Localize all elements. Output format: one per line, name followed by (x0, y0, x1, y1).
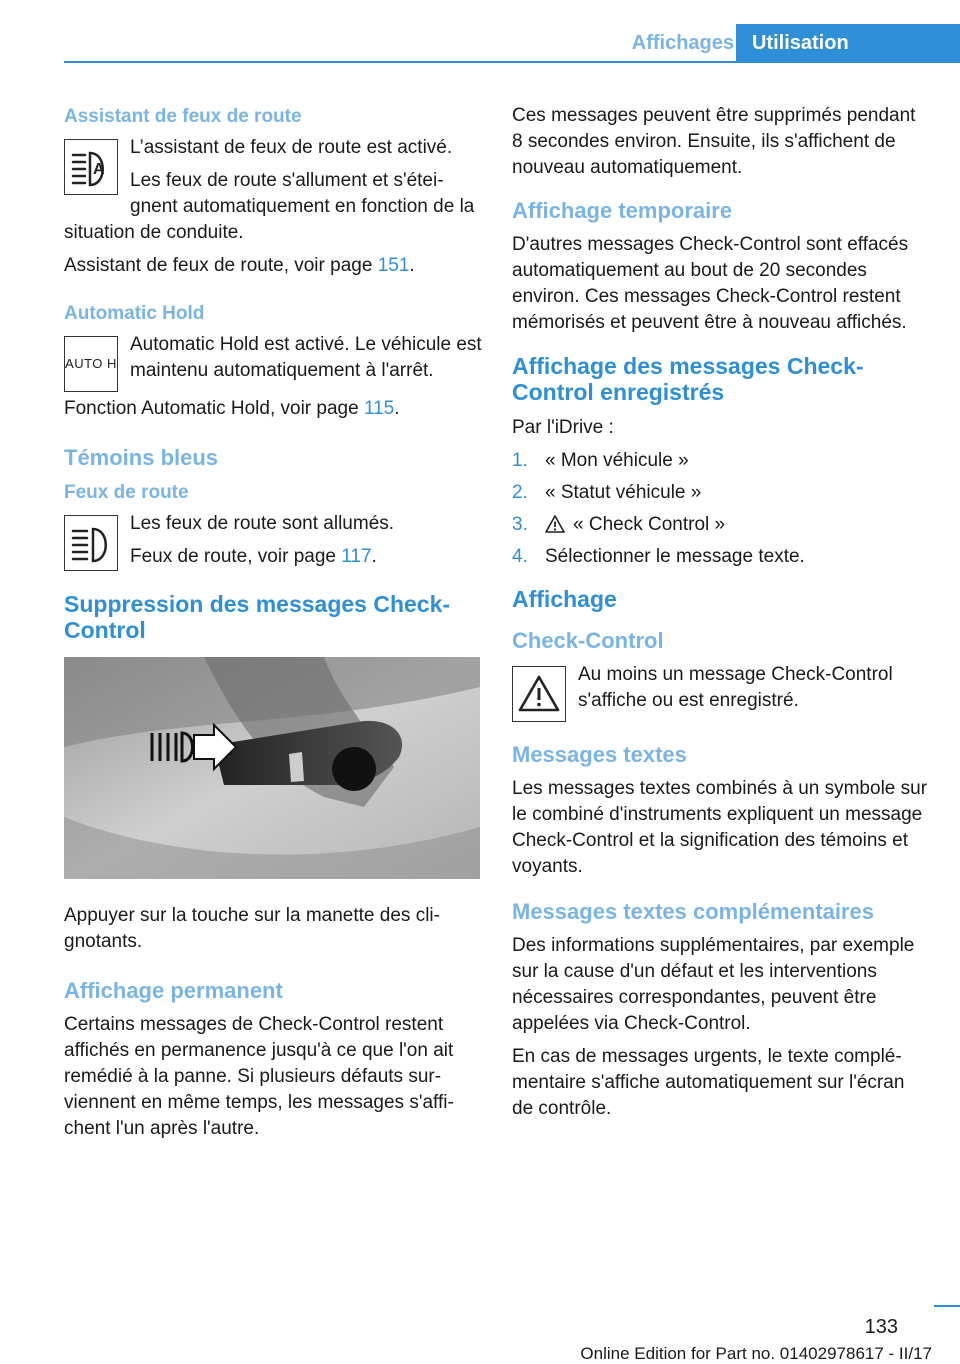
beam-status-text: Les feux de route sont allumés. (130, 513, 395, 534)
hba-page-link[interactable]: 151 (377, 255, 410, 276)
heading-suppress-messages: Suppression des messages Check-Control (64, 591, 451, 643)
header-rule (64, 61, 960, 63)
list-item: 3. « Check Control » (512, 514, 726, 535)
auto-hold-icon: AUTO H (64, 336, 118, 392)
list-item: 2. « Statut véhicule » (512, 480, 928, 506)
hba-status-text: L’assistant de feux de route est activé. (130, 137, 453, 158)
hold-reference: Fonction Automatic Hold, voir page 115. (64, 398, 400, 419)
heading-permanent-display: Affichage permanent (64, 978, 283, 1003)
hba-description-text: Les feux de route s'allument et s'éteignent automatiquement en fonction de la situation de conduite. (64, 170, 475, 243)
hold-page-link[interactable]: 115 (363, 398, 395, 419)
hba-reference: Assistant de feux de route, voir page 151. (64, 255, 415, 276)
high-beam-block (64, 511, 482, 577)
heading-display: Affichage (512, 586, 617, 612)
suppress-instruction-text: Appuyer sur la touche sur la manette des clignotants. (64, 905, 440, 952)
additional-messages-text: Des informations supplémentaires, par exemple sur la cause d'un défaut et les interventions nécessaires correspondantes, peuvent être appelées via Check-Control. (512, 935, 915, 1034)
check-control-block (512, 662, 928, 726)
menu-path-check-control: « Check Control » (573, 514, 726, 535)
heading-additional-text-messages: Messages textes complémentaires (512, 899, 874, 924)
suppress-duration-text: Ces messages peuvent être supprimés pendant 8 secondes environ. Ensuite, ils s'affichent de nouveau automatiquement. (512, 105, 916, 178)
heading-automatic-hold: Automatic Hold (64, 303, 205, 324)
temporary-display-text: D'autres messages Check-Control sont effacés automatiquement au bout de 20 secondes environ. Ces messages Check-Control restent mémorisés et peuvent être à nouveau affichés. (512, 234, 909, 333)
edition-footer: Online Edition for Part no. 01402978617 - II/17 (580, 1344, 932, 1363)
heading-temporary-display: Affichage temporaire (512, 198, 733, 223)
text-messages-text: Les messages textes combinés à un symbole sur le combiné d'instruments expliquent un message Check-Control et la signification des témoins et voyants. (512, 778, 928, 877)
select-text-message-step: Sélectionner le message texte. (545, 546, 805, 567)
beam-reference: Feux de route, voir page 117. (130, 546, 377, 567)
permanent-display-text: Certains messages de Check-Control restent affichés en permanence jusqu'à ce que l'on ait remédié à la panne. Si plusieurs défauts surviennent en même temps, les messages s'affichent l'un après l'autre. (64, 1014, 454, 1139)
heading-stored-messages: Affichage des messages Check-Control enregistrés (512, 353, 864, 405)
list-item: 4. Sélectionner le message texte. (512, 544, 928, 570)
heading-text-messages: Messages textes (512, 742, 687, 767)
high-beam-assistant-icon (64, 139, 118, 195)
right-column (512, 103, 928, 1129)
heading-check-control: Check-Control (512, 628, 664, 653)
left-column (64, 103, 482, 1149)
heading-high-beam-assistant: Assistant de feux de route (64, 106, 302, 127)
check-control-text: Au moins un message Check-Control s'affiche ou est enregistré. (578, 664, 893, 711)
automatic-hold-block (64, 332, 482, 396)
heading-blue-indicators: Témoins bleus (64, 445, 219, 470)
check-control-warning-icon (512, 666, 566, 722)
turn-signal-stalk-photo (64, 657, 480, 879)
menu-path-vehicle-status: « Statut véhicule » (545, 482, 702, 503)
idrive-intro-text: Par l'iDrive : (512, 417, 614, 438)
svg-text:A: A (93, 161, 105, 178)
high-beam-icon (64, 515, 118, 571)
heading-high-beam: Feux de route (64, 482, 189, 503)
hold-status-text: Automatic Hold est activé. Le véhicule est maintenu automatiquement à l'arrêt. (130, 334, 482, 381)
idrive-steps-list (512, 448, 928, 570)
header-section-label: Affichages (631, 32, 734, 54)
urgent-messages-text: En cas de messages urgents, le texte complémentaire s'affiche automatiquement sur l'écran de contrôle. (512, 1046, 905, 1119)
beam-page-link[interactable]: 117 (341, 546, 372, 567)
high-beam-assistant-block (64, 135, 482, 253)
footer-rule (934, 1305, 960, 1307)
warning-triangle-icon (545, 515, 565, 533)
list-item: 1. « Mon véhicule » (512, 448, 928, 474)
page-number: 133 (864, 1316, 898, 1338)
header-chapter-tab: Utilisation (736, 24, 960, 62)
menu-path-my-vehicle: « Mon véhicule » (545, 450, 689, 471)
